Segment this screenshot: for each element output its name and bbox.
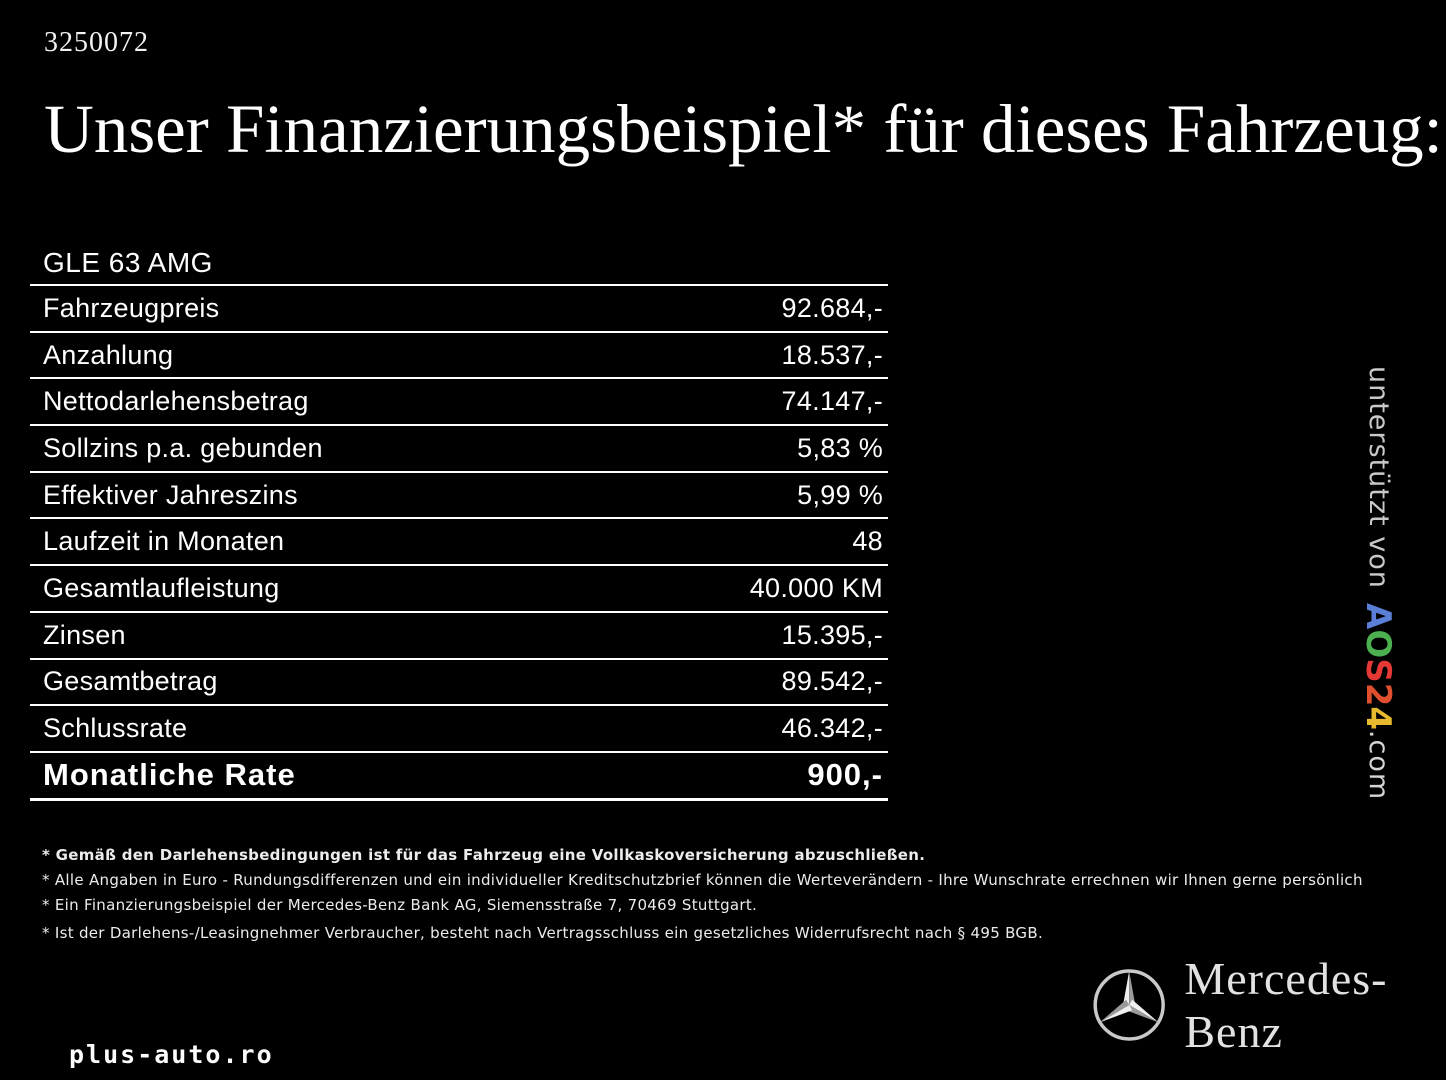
- row-label: Gesamtlaufleistung: [43, 572, 280, 603]
- table-row: [30, 613, 888, 660]
- aos24-logo: [1358, 602, 1398, 730]
- finance-table: [30, 242, 888, 801]
- row-value: 92.684,-: [781, 292, 883, 323]
- watermark-prefix: unterstützt von: [1363, 366, 1394, 589]
- vehicle-model: GLE 63 AMG: [30, 242, 888, 286]
- row-label: Monatliche Rate: [43, 757, 296, 793]
- mercedes-branding: [1091, 952, 1446, 1058]
- row-label: Gesamtbetrag: [43, 666, 218, 697]
- table-row: [30, 286, 888, 333]
- row-label: Nettodarlehensbetrag: [43, 386, 309, 417]
- footnote: * Alle Angaben in Euro - Rundungsdifferenzen und ein individueller Kreditschutzbrief können die Werteverändern - Ihre Wunschrate errechnen wir Ihnen gerne persönlich: [42, 871, 1363, 889]
- aos24-letter: A: [1358, 602, 1398, 630]
- row-value: 89.542,-: [781, 666, 883, 697]
- table-row: [30, 426, 888, 473]
- row-value: 74.147,-: [781, 386, 883, 417]
- footnote: * Gemäß den Darlehensbedingungen ist für das Fahrzeug eine Vollkaskoversicherung abzuschließen.: [42, 846, 926, 864]
- aos24-letter: 2: [1358, 682, 1398, 707]
- table-row: [30, 519, 888, 566]
- row-value: 40.000 KM: [749, 572, 883, 603]
- table-row: [30, 379, 888, 426]
- footnote: * Ein Finanzierungsbeispiel der Mercedes-Benz Bank AG, Siemensstraße 7, 70469 Stuttgart.: [42, 896, 758, 914]
- aos24-letter: O: [1358, 629, 1398, 659]
- row-label: Anzahlung: [43, 339, 174, 370]
- table-row: [30, 566, 888, 613]
- row-value: 5,83 %: [797, 432, 883, 463]
- footnotes: [42, 846, 1363, 949]
- row-label: Effektiver Jahreszins: [43, 479, 298, 510]
- row-label: Sollzins p.a. gebunden: [43, 432, 323, 463]
- offer-id: 3250072: [44, 27, 149, 58]
- aos24-letter: 4: [1358, 706, 1398, 730]
- table-row: [30, 333, 888, 380]
- supporter-watermark: [1358, 366, 1398, 800]
- row-value: 5,99 %: [797, 479, 883, 510]
- row-value: 15.395,-: [781, 619, 883, 650]
- table-row: [30, 473, 888, 520]
- page-title: Unser Finanzierungsbeispiel* für dieses Fahrzeug:: [44, 91, 1443, 167]
- dealer-site: plus-auto.ro: [69, 1040, 274, 1069]
- aos24-letter: S: [1358, 658, 1398, 683]
- watermark-suffix: .com: [1363, 729, 1394, 801]
- row-label: Fahrzeugpreis: [43, 292, 220, 323]
- mercedes-star-icon: [1091, 961, 1167, 1049]
- table-row: [30, 706, 888, 753]
- row-label: Schlussrate: [43, 713, 188, 744]
- row-value: 18.537,-: [781, 339, 883, 370]
- brand-name: Mercedes-Benz: [1184, 953, 1388, 1057]
- table-row: [30, 660, 888, 707]
- row-label: Zinsen: [43, 619, 126, 650]
- table-row-monthly-rate: [30, 753, 888, 801]
- footnote: * Ist der Darlehens-/Leasingnehmer Verbraucher, besteht nach Vertragsschluss ein gesetzliches Widerrufsrecht nach § 495 BGB.: [42, 924, 1044, 942]
- row-value: 46.342,-: [781, 713, 883, 744]
- row-label: Laufzeit in Monaten: [43, 526, 285, 557]
- row-value: 48: [852, 526, 883, 557]
- row-value: 900,-: [807, 757, 883, 793]
